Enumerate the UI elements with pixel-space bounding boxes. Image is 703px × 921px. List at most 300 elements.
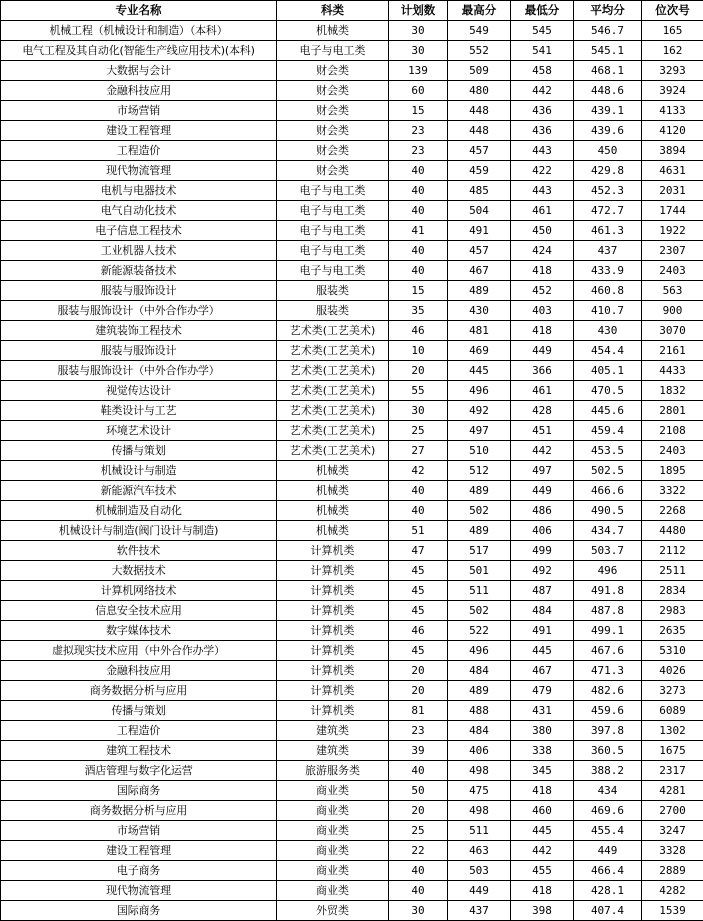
category-cell: 服装类 bbox=[277, 281, 389, 301]
min-score-cell: 449 bbox=[511, 481, 574, 501]
table-row bbox=[1, 841, 703, 861]
major-cell: 酒店管理与数字化运营 bbox=[1, 761, 277, 781]
plan-count-cell: 40 bbox=[389, 501, 448, 521]
rank-cell: 2889 bbox=[642, 861, 703, 881]
rank-cell: 563 bbox=[642, 281, 703, 301]
plan-count-cell: 20 bbox=[389, 361, 448, 381]
rank-cell: 1675 bbox=[642, 741, 703, 761]
min-score-cell: 345 bbox=[511, 761, 574, 781]
table-row bbox=[1, 441, 703, 461]
min-score-cell: 445 bbox=[511, 641, 574, 661]
category-cell: 商业类 bbox=[277, 841, 389, 861]
plan-count-cell: 39 bbox=[389, 741, 448, 761]
category-cell: 计算机类 bbox=[277, 661, 389, 681]
major-cell: 虚拟现实技术应用（中外合作办学） bbox=[1, 641, 277, 661]
plan-count-cell: 51 bbox=[389, 521, 448, 541]
min-score-cell: 422 bbox=[511, 161, 574, 181]
rank-cell: 4281 bbox=[642, 781, 703, 801]
table-row bbox=[1, 241, 703, 261]
category-cell: 电子与电工类 bbox=[277, 241, 389, 261]
max-score-cell: 489 bbox=[448, 521, 511, 541]
plan-count-cell: 40 bbox=[389, 181, 448, 201]
avg-score-cell: 453.5 bbox=[574, 441, 642, 461]
rank-cell: 3293 bbox=[642, 61, 703, 81]
major-cell: 商务数据分析与应用 bbox=[1, 801, 277, 821]
max-score-cell: 430 bbox=[448, 301, 511, 321]
category-cell: 计算机类 bbox=[277, 641, 389, 661]
max-score-cell: 498 bbox=[448, 761, 511, 781]
min-score-cell: 436 bbox=[511, 101, 574, 121]
rank-cell: 1302 bbox=[642, 721, 703, 741]
avg-score-cell: 546.7 bbox=[574, 21, 642, 41]
rank-cell: 1922 bbox=[642, 221, 703, 241]
min-score-cell: 451 bbox=[511, 421, 574, 441]
min-score-cell: 491 bbox=[511, 621, 574, 641]
min-score-cell: 436 bbox=[511, 121, 574, 141]
avg-score-cell: 434 bbox=[574, 781, 642, 801]
max-score-cell: 406 bbox=[448, 741, 511, 761]
max-score-cell: 480 bbox=[448, 81, 511, 101]
avg-score-cell: 472.7 bbox=[574, 201, 642, 221]
plan-count-cell: 20 bbox=[389, 661, 448, 681]
min-score-cell: 449 bbox=[511, 341, 574, 361]
table-row bbox=[1, 61, 703, 81]
major-cell: 电子信息工程技术 bbox=[1, 221, 277, 241]
max-score-cell: 449 bbox=[448, 881, 511, 901]
major-cell: 商务数据分析与应用 bbox=[1, 681, 277, 701]
rank-cell: 2801 bbox=[642, 401, 703, 421]
category-cell: 财会类 bbox=[277, 161, 389, 181]
table-row bbox=[1, 621, 703, 641]
min-score-cell: 428 bbox=[511, 401, 574, 421]
min-score-cell: 461 bbox=[511, 381, 574, 401]
table-row bbox=[1, 661, 703, 681]
avg-score-cell: 459.4 bbox=[574, 421, 642, 441]
rank-cell: 3273 bbox=[642, 681, 703, 701]
major-cell: 电气工程及其自动化(智能生产线应用技术)(本科) bbox=[1, 41, 277, 61]
category-cell: 艺术类(工艺美术) bbox=[277, 421, 389, 441]
table-row bbox=[1, 261, 703, 281]
major-cell: 视觉传达设计 bbox=[1, 381, 277, 401]
plan-count-cell: 60 bbox=[389, 81, 448, 101]
major-cell: 国际商务 bbox=[1, 781, 277, 801]
max-score-cell: 512 bbox=[448, 461, 511, 481]
major-cell: 机械设计与制造(阀门设计与制造) bbox=[1, 521, 277, 541]
min-score-cell: 366 bbox=[511, 361, 574, 381]
avg-score-cell: 499.1 bbox=[574, 621, 642, 641]
table-row bbox=[1, 561, 703, 581]
min-score-cell: 452 bbox=[511, 281, 574, 301]
max-score-cell: 459 bbox=[448, 161, 511, 181]
avg-score-cell: 452.3 bbox=[574, 181, 642, 201]
table-row bbox=[1, 801, 703, 821]
table-row bbox=[1, 181, 703, 201]
min-score-cell: 541 bbox=[511, 41, 574, 61]
max-score-cell: 448 bbox=[448, 101, 511, 121]
min-score-cell: 398 bbox=[511, 901, 574, 921]
category-cell: 机械类 bbox=[277, 21, 389, 41]
max-score-cell: 469 bbox=[448, 341, 511, 361]
min-score-cell: 418 bbox=[511, 261, 574, 281]
plan-count-cell: 46 bbox=[389, 621, 448, 641]
category-cell: 计算机类 bbox=[277, 681, 389, 701]
avg-score-cell: 407.4 bbox=[574, 901, 642, 921]
rank-cell: 2307 bbox=[642, 241, 703, 261]
min-score-cell: 545 bbox=[511, 21, 574, 41]
category-cell: 计算机类 bbox=[277, 541, 389, 561]
column-header-plan-count: 计划数 bbox=[389, 1, 448, 21]
avg-score-cell: 461.3 bbox=[574, 221, 642, 241]
category-cell: 外贸类 bbox=[277, 901, 389, 921]
category-cell: 机械类 bbox=[277, 461, 389, 481]
max-score-cell: 509 bbox=[448, 61, 511, 81]
major-cell: 机械制造及自动化 bbox=[1, 501, 277, 521]
rank-cell: 2112 bbox=[642, 541, 703, 561]
plan-count-cell: 40 bbox=[389, 161, 448, 181]
column-header-rank: 位次号 bbox=[642, 1, 703, 21]
category-cell: 建筑类 bbox=[277, 721, 389, 741]
max-score-cell: 502 bbox=[448, 601, 511, 621]
major-cell: 新能源装备技术 bbox=[1, 261, 277, 281]
table-row bbox=[1, 341, 703, 361]
table-row bbox=[1, 381, 703, 401]
table-row bbox=[1, 581, 703, 601]
table-row bbox=[1, 861, 703, 881]
category-cell: 计算机类 bbox=[277, 621, 389, 641]
major-cell: 金融科技应用 bbox=[1, 661, 277, 681]
category-cell: 计算机类 bbox=[277, 601, 389, 621]
major-cell: 建设工程管理 bbox=[1, 841, 277, 861]
avg-score-cell: 502.5 bbox=[574, 461, 642, 481]
avg-score-cell: 467.6 bbox=[574, 641, 642, 661]
rank-cell: 1895 bbox=[642, 461, 703, 481]
avg-score-cell: 471.3 bbox=[574, 661, 642, 681]
max-score-cell: 445 bbox=[448, 361, 511, 381]
plan-count-cell: 45 bbox=[389, 641, 448, 661]
rank-cell: 2108 bbox=[642, 421, 703, 441]
category-cell: 计算机类 bbox=[277, 701, 389, 721]
rank-cell: 4480 bbox=[642, 521, 703, 541]
plan-count-cell: 40 bbox=[389, 201, 448, 221]
avg-score-cell: 437 bbox=[574, 241, 642, 261]
rank-cell: 1744 bbox=[642, 201, 703, 221]
avg-score-cell: 454.4 bbox=[574, 341, 642, 361]
plan-count-cell: 40 bbox=[389, 241, 448, 261]
rank-cell: 6089 bbox=[642, 701, 703, 721]
min-score-cell: 458 bbox=[511, 61, 574, 81]
category-cell: 财会类 bbox=[277, 141, 389, 161]
avg-score-cell: 455.4 bbox=[574, 821, 642, 841]
plan-count-cell: 30 bbox=[389, 21, 448, 41]
table-row bbox=[1, 481, 703, 501]
rank-cell: 3070 bbox=[642, 321, 703, 341]
min-score-cell: 450 bbox=[511, 221, 574, 241]
plan-count-cell: 40 bbox=[389, 881, 448, 901]
rank-cell: 2161 bbox=[642, 341, 703, 361]
max-score-cell: 457 bbox=[448, 241, 511, 261]
table-row bbox=[1, 521, 703, 541]
table-row bbox=[1, 421, 703, 441]
max-score-cell: 489 bbox=[448, 481, 511, 501]
table-row bbox=[1, 641, 703, 661]
max-score-cell: 496 bbox=[448, 381, 511, 401]
min-score-cell: 486 bbox=[511, 501, 574, 521]
major-cell: 建设工程管理 bbox=[1, 121, 277, 141]
max-score-cell: 484 bbox=[448, 661, 511, 681]
max-score-cell: 496 bbox=[448, 641, 511, 661]
avg-score-cell: 490.5 bbox=[574, 501, 642, 521]
major-cell: 数字媒体技术 bbox=[1, 621, 277, 641]
max-score-cell: 552 bbox=[448, 41, 511, 61]
column-header-category: 科类 bbox=[277, 1, 389, 21]
table-row bbox=[1, 361, 703, 381]
major-cell: 新能源汽车技术 bbox=[1, 481, 277, 501]
category-cell: 机械类 bbox=[277, 501, 389, 521]
avg-score-cell: 466.4 bbox=[574, 861, 642, 881]
plan-count-cell: 40 bbox=[389, 761, 448, 781]
category-cell: 艺术类(工艺美术) bbox=[277, 401, 389, 421]
table-row bbox=[1, 681, 703, 701]
category-cell: 商业类 bbox=[277, 781, 389, 801]
rank-cell: 3247 bbox=[642, 821, 703, 841]
min-score-cell: 497 bbox=[511, 461, 574, 481]
table-row bbox=[1, 461, 703, 481]
column-header-major: 专业名称 bbox=[1, 1, 277, 21]
plan-count-cell: 45 bbox=[389, 561, 448, 581]
min-score-cell: 442 bbox=[511, 81, 574, 101]
rank-cell: 1539 bbox=[642, 901, 703, 921]
major-cell: 市场营销 bbox=[1, 101, 277, 121]
major-cell: 软件技术 bbox=[1, 541, 277, 561]
major-cell: 现代物流管理 bbox=[1, 881, 277, 901]
major-cell: 传播与策划 bbox=[1, 441, 277, 461]
avg-score-cell: 482.6 bbox=[574, 681, 642, 701]
category-cell: 机械类 bbox=[277, 521, 389, 541]
plan-count-cell: 27 bbox=[389, 441, 448, 461]
rank-cell: 3894 bbox=[642, 141, 703, 161]
plan-count-cell: 20 bbox=[389, 801, 448, 821]
avg-score-cell: 449 bbox=[574, 841, 642, 861]
plan-count-cell: 45 bbox=[389, 601, 448, 621]
category-cell: 艺术类(工艺美术) bbox=[277, 381, 389, 401]
table-row bbox=[1, 121, 703, 141]
table-header-row bbox=[1, 1, 703, 21]
min-score-cell: 442 bbox=[511, 441, 574, 461]
plan-count-cell: 46 bbox=[389, 321, 448, 341]
avg-score-cell: 397.8 bbox=[574, 721, 642, 741]
plan-count-cell: 23 bbox=[389, 121, 448, 141]
max-score-cell: 491 bbox=[448, 221, 511, 241]
avg-score-cell: 468.1 bbox=[574, 61, 642, 81]
min-score-cell: 455 bbox=[511, 861, 574, 881]
major-cell: 大数据技术 bbox=[1, 561, 277, 581]
max-score-cell: 504 bbox=[448, 201, 511, 221]
category-cell: 商业类 bbox=[277, 881, 389, 901]
avg-score-cell: 487.8 bbox=[574, 601, 642, 621]
category-cell: 计算机类 bbox=[277, 581, 389, 601]
max-score-cell: 492 bbox=[448, 401, 511, 421]
category-cell: 电子与电工类 bbox=[277, 221, 389, 241]
rank-cell: 3322 bbox=[642, 481, 703, 501]
avg-score-cell: 466.6 bbox=[574, 481, 642, 501]
avg-score-cell: 445.6 bbox=[574, 401, 642, 421]
category-cell: 艺术类(工艺美术) bbox=[277, 321, 389, 341]
rank-cell: 3328 bbox=[642, 841, 703, 861]
min-score-cell: 442 bbox=[511, 841, 574, 861]
rank-cell: 2983 bbox=[642, 601, 703, 621]
column-header-min-score: 最低分 bbox=[511, 1, 574, 21]
avg-score-cell: 433.9 bbox=[574, 261, 642, 281]
category-cell: 建筑类 bbox=[277, 741, 389, 761]
rank-cell: 2403 bbox=[642, 261, 703, 281]
plan-count-cell: 15 bbox=[389, 281, 448, 301]
rank-cell: 4282 bbox=[642, 881, 703, 901]
plan-count-cell: 23 bbox=[389, 141, 448, 161]
avg-score-cell: 428.1 bbox=[574, 881, 642, 901]
max-score-cell: 498 bbox=[448, 801, 511, 821]
category-cell: 机械类 bbox=[277, 481, 389, 501]
max-score-cell: 481 bbox=[448, 321, 511, 341]
plan-count-cell: 50 bbox=[389, 781, 448, 801]
avg-score-cell: 439.1 bbox=[574, 101, 642, 121]
major-cell: 金融科技应用 bbox=[1, 81, 277, 101]
plan-count-cell: 10 bbox=[389, 341, 448, 361]
rank-cell: 1832 bbox=[642, 381, 703, 401]
max-score-cell: 457 bbox=[448, 141, 511, 161]
avg-score-cell: 450 bbox=[574, 141, 642, 161]
max-score-cell: 503 bbox=[448, 861, 511, 881]
rank-cell: 162 bbox=[642, 41, 703, 61]
avg-score-cell: 448.6 bbox=[574, 81, 642, 101]
plan-count-cell: 35 bbox=[389, 301, 448, 321]
category-cell: 电子与电工类 bbox=[277, 201, 389, 221]
plan-count-cell: 45 bbox=[389, 581, 448, 601]
table-row bbox=[1, 161, 703, 181]
rank-cell: 4433 bbox=[642, 361, 703, 381]
avg-score-cell: 434.7 bbox=[574, 521, 642, 541]
table-row bbox=[1, 21, 703, 41]
table-body bbox=[1, 21, 703, 921]
plan-count-cell: 23 bbox=[389, 721, 448, 741]
category-cell: 艺术类(工艺美术) bbox=[277, 341, 389, 361]
plan-count-cell: 55 bbox=[389, 381, 448, 401]
max-score-cell: 463 bbox=[448, 841, 511, 861]
min-score-cell: 467 bbox=[511, 661, 574, 681]
major-cell: 服装与服饰设计（中外合作办学） bbox=[1, 301, 277, 321]
max-score-cell: 485 bbox=[448, 181, 511, 201]
max-score-cell: 501 bbox=[448, 561, 511, 581]
major-cell: 机械设计与制造 bbox=[1, 461, 277, 481]
plan-count-cell: 40 bbox=[389, 261, 448, 281]
plan-count-cell: 41 bbox=[389, 221, 448, 241]
plan-count-cell: 42 bbox=[389, 461, 448, 481]
category-cell: 商业类 bbox=[277, 861, 389, 881]
max-score-cell: 502 bbox=[448, 501, 511, 521]
rank-cell: 4631 bbox=[642, 161, 703, 181]
avg-score-cell: 360.5 bbox=[574, 741, 642, 761]
table-row bbox=[1, 901, 703, 921]
avg-score-cell: 545.1 bbox=[574, 41, 642, 61]
category-cell: 计算机类 bbox=[277, 561, 389, 581]
major-cell: 工程造价 bbox=[1, 141, 277, 161]
min-score-cell: 418 bbox=[511, 781, 574, 801]
rank-cell: 165 bbox=[642, 21, 703, 41]
table-row bbox=[1, 401, 703, 421]
major-cell: 工业机器人技术 bbox=[1, 241, 277, 261]
category-cell: 旅游服务类 bbox=[277, 761, 389, 781]
min-score-cell: 338 bbox=[511, 741, 574, 761]
max-score-cell: 510 bbox=[448, 441, 511, 461]
min-score-cell: 445 bbox=[511, 821, 574, 841]
min-score-cell: 424 bbox=[511, 241, 574, 261]
table-row bbox=[1, 881, 703, 901]
major-cell: 建筑装饰工程技术 bbox=[1, 321, 277, 341]
major-cell: 信息安全技术应用 bbox=[1, 601, 277, 621]
min-score-cell: 418 bbox=[511, 321, 574, 341]
min-score-cell: 484 bbox=[511, 601, 574, 621]
major-cell: 工程造价 bbox=[1, 721, 277, 741]
major-cell: 环境艺术设计 bbox=[1, 421, 277, 441]
major-cell: 电子商务 bbox=[1, 861, 277, 881]
rank-cell: 3924 bbox=[642, 81, 703, 101]
max-score-cell: 437 bbox=[448, 901, 511, 921]
column-header-max-score: 最高分 bbox=[448, 1, 511, 21]
max-score-cell: 489 bbox=[448, 681, 511, 701]
category-cell: 财会类 bbox=[277, 61, 389, 81]
rank-cell: 2635 bbox=[642, 621, 703, 641]
max-score-cell: 517 bbox=[448, 541, 511, 561]
column-header-avg-score: 平均分 bbox=[574, 1, 642, 21]
table-row bbox=[1, 821, 703, 841]
major-cell: 电机与电器技术 bbox=[1, 181, 277, 201]
avg-score-cell: 388.2 bbox=[574, 761, 642, 781]
plan-count-cell: 25 bbox=[389, 821, 448, 841]
avg-score-cell: 470.5 bbox=[574, 381, 642, 401]
table-row bbox=[1, 761, 703, 781]
table-row bbox=[1, 541, 703, 561]
major-cell: 服装与服饰设计 bbox=[1, 281, 277, 301]
min-score-cell: 443 bbox=[511, 181, 574, 201]
min-score-cell: 461 bbox=[511, 201, 574, 221]
major-cell: 市场营销 bbox=[1, 821, 277, 841]
max-score-cell: 489 bbox=[448, 281, 511, 301]
plan-count-cell: 40 bbox=[389, 481, 448, 501]
category-cell: 财会类 bbox=[277, 101, 389, 121]
plan-count-cell: 25 bbox=[389, 421, 448, 441]
plan-count-cell: 30 bbox=[389, 401, 448, 421]
max-score-cell: 448 bbox=[448, 121, 511, 141]
rank-cell: 4120 bbox=[642, 121, 703, 141]
max-score-cell: 484 bbox=[448, 721, 511, 741]
major-cell: 传播与策划 bbox=[1, 701, 277, 721]
min-score-cell: 492 bbox=[511, 561, 574, 581]
min-score-cell: 418 bbox=[511, 881, 574, 901]
max-score-cell: 549 bbox=[448, 21, 511, 41]
avg-score-cell: 503.7 bbox=[574, 541, 642, 561]
avg-score-cell: 410.7 bbox=[574, 301, 642, 321]
rank-cell: 2317 bbox=[642, 761, 703, 781]
table-row bbox=[1, 721, 703, 741]
avg-score-cell: 405.1 bbox=[574, 361, 642, 381]
rank-cell: 4026 bbox=[642, 661, 703, 681]
min-score-cell: 406 bbox=[511, 521, 574, 541]
rank-cell: 2268 bbox=[642, 501, 703, 521]
table-row bbox=[1, 701, 703, 721]
max-score-cell: 511 bbox=[448, 581, 511, 601]
plan-count-cell: 22 bbox=[389, 841, 448, 861]
category-cell: 艺术类(工艺美术) bbox=[277, 361, 389, 381]
table-row bbox=[1, 301, 703, 321]
